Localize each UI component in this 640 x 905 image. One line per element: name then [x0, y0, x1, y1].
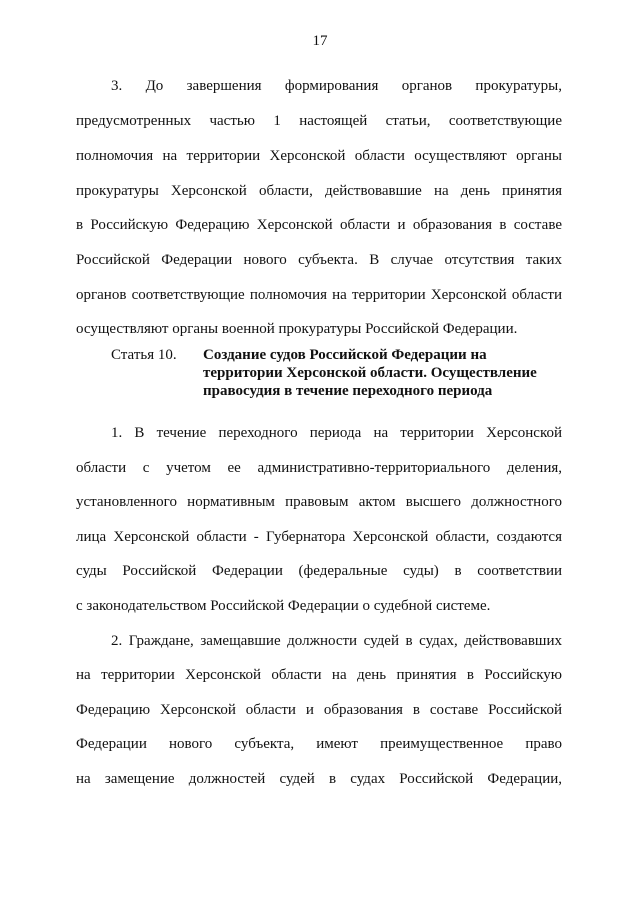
- paragraph-line: 1. В течение переходного периода на территории Херсонской: [111, 425, 562, 441]
- paragraph-line: установленного нормативным правовым актом высшего должностного: [76, 494, 562, 510]
- paragraph-line: Российской Федерации нового субъекта. В случае отсутствия таких: [76, 252, 562, 268]
- paragraph-line: органов соответствующие полномочия на территории Херсонской области: [76, 287, 562, 303]
- paragraph-line: области с учетом ее административно-территориального деления,: [76, 460, 562, 476]
- article-label: Статья 10.: [111, 347, 177, 363]
- paragraph-line: Федерацию Херсонской области и образования в составе Российской: [76, 702, 562, 718]
- paragraph-line: Федерации нового субъекта, имеют преимущественное право: [76, 736, 562, 752]
- paragraph-line: полномочия на территории Херсонской области осуществляют органы: [76, 148, 562, 164]
- paragraph-line: прокуратуры Херсонской области, действовавшие на день принятия: [76, 183, 562, 199]
- paragraph-line: в Российскую Федерацию Херсонской области и образования в составе: [76, 217, 562, 233]
- article-title-line: правосудия в течение переходного периода: [203, 383, 493, 399]
- paragraph-line: на территории Херсонской области на день принятия в Российскую: [76, 667, 562, 683]
- paragraph-line: суды Российской Федерации (федеральные суды) в соответствии: [76, 563, 562, 579]
- article-title-line: территории Херсонской области. Осуществление: [203, 365, 537, 381]
- paragraph-line: 2. Граждане, замещавшие должности судей в судах, действовавших: [111, 633, 562, 649]
- paragraph-line: предусмотренных частью 1 настоящей статьи, соответствующие: [76, 113, 562, 129]
- paragraph-line: на замещение должностей судей в судах Российской Федерации,: [76, 771, 562, 787]
- paragraph-line: осуществляют органы военной прокуратуры Российской Федерации.: [76, 321, 518, 337]
- article-title: [203, 346, 537, 400]
- article-title-line: Создание судов Российской Федерации на: [203, 347, 487, 363]
- paragraph-line: 3. До завершения формирования органов прокуратуры,: [111, 78, 562, 94]
- page-number: 17: [312, 33, 328, 49]
- paragraph-line: с законодательством Российской Федерации о судебной системе.: [76, 598, 491, 614]
- paragraph-line: лица Херсонской области - Губернатора Херсонской области, создаются: [76, 529, 562, 545]
